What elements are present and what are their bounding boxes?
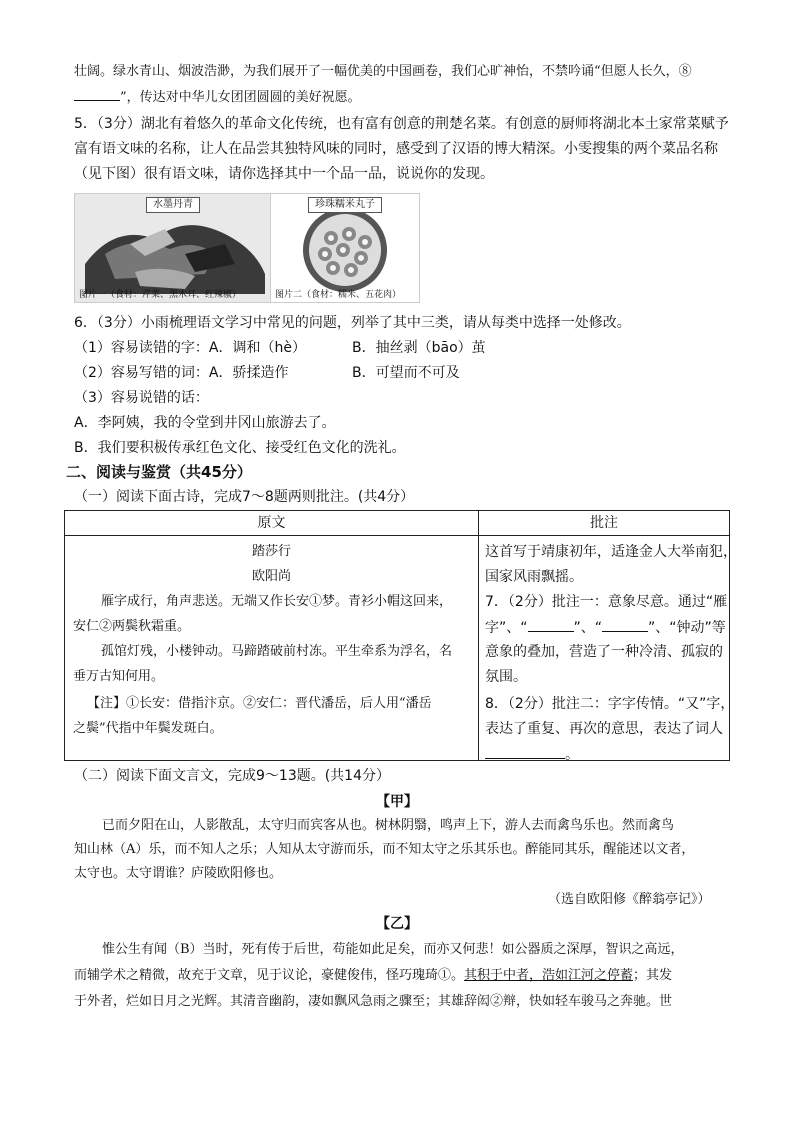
q6-item2-b: B．可望而不可及: [352, 365, 460, 381]
note-line: [485, 617, 726, 638]
poem-note: 之鬓”代指中年鬓发斑白。: [73, 721, 223, 736]
poem-line: 雁字成行，角声悲送。无端又作长安①梦。青衫小帽这回来，: [101, 594, 453, 609]
note-line: 7．（2分）批注一：意象尽意。通过“雁: [485, 594, 728, 610]
dish-caption-2: 图片二（食材：糯米、五花肉）: [275, 290, 402, 300]
jia-label: 【甲】: [376, 794, 418, 810]
part2-heading: （二）阅读下面文言文，完成9～13题。(共14分）: [74, 768, 390, 784]
jia-line: 知山林（A）乐，而不知人之乐；人知从太守游而乐，而不知太守之乐其乐也。醉能同其乐，醒能述以文者，: [74, 842, 695, 857]
text-line: 壮阔。绿水青山、烟波浩渺，为我们展开了一幅优美的中国画卷，我们心旷神怡，不禁吟诵“但愿人长久，⑧: [74, 64, 692, 79]
answer-blank-7a[interactable]: [528, 617, 574, 632]
poem-line: 垂万古知何用。: [73, 669, 165, 684]
poem-annotation-table: [64, 510, 737, 763]
jia-source: （选自欧阳修《醉翁亭记》）: [548, 892, 711, 907]
text-fragment: ”、“: [573, 620, 603, 636]
text-fragment: ”，传达对中华儿女团团圆圆的美好祝愿。: [120, 90, 361, 105]
note-line: 这首写于靖康初年，适逢金人大举南犯，: [485, 544, 737, 560]
note-line: 氛围。: [485, 669, 527, 685]
poem-title: 踏莎行: [251, 544, 291, 559]
yi-line: 惟公生有闻（B）当时，死有传于后世，苟能如此足矣，而亦又何悲！如公器质之深厚，智识之高远，: [102, 942, 684, 957]
note-line: 意象的叠加，营造了一种冷清、孤寂的: [485, 644, 723, 660]
text-fragment: 而辅学术之精微，故充于文章，见于议论，豪健俊伟，怪巧瑰琦①。: [74, 968, 465, 983]
q5-line: 富有语文味的名称，让人在品尝其独特风味的同时，感受到了汉语的博大精深。小雯搜集的两个菜品名称: [74, 141, 718, 157]
q6-stem: 6．（3分）小雨梳理语文学习中常见的问题，列举了其中三类，请从每类中选择一处修改。: [74, 315, 631, 331]
q6-item3-a: A．李阿姨，我的令堂到井冈山旅游去了。: [74, 415, 336, 431]
dish-caption-1: 图片一（食材：芹菜、黑木耳、红辣椒）: [79, 290, 242, 300]
poem-line: 孤馆灯残，小楼钟动。马蹄踏破前村冻。平生牵系为浮名，名: [101, 644, 453, 659]
note-line: [485, 744, 579, 765]
poem-line: 安仁②两鬓秋霜重。: [73, 619, 191, 634]
text-line: [74, 86, 361, 108]
yi-label: 【乙】: [376, 916, 418, 932]
yi-line: 于外者，烂如日月之光辉。其清音幽韵，凄如飘风急雨之骤至；其雄辞闳②辩，快如轻车骏马之奔驰。世: [74, 994, 673, 1009]
dish-title-1: 水墨丹青: [146, 197, 200, 213]
q6-item2-a: （2）容易写错的词：A．骄揉造作: [74, 365, 289, 381]
notes-cell: [479, 536, 737, 763]
text-fragment: 字”、“: [485, 620, 528, 636]
dish-photo-1: [74, 193, 272, 303]
note-line: 8．（2分）批注二：字字传情。“又”字，: [485, 696, 735, 712]
col-notes-header: 批注: [479, 511, 730, 536]
dish-photo-2: [270, 193, 420, 303]
poem-author: 欧阳尚: [251, 569, 291, 584]
note-line: 国家风雨飘摇。: [485, 569, 583, 585]
underlined-sentence: 其积于中者，浩如江河之停蓄: [464, 968, 634, 983]
answer-blank-8b[interactable]: [485, 744, 565, 759]
part1-heading: （一）阅读下面古诗，完成7～8题两则批注。(共4分）: [74, 489, 415, 505]
text-fragment: ”、“钟动”等: [648, 620, 726, 636]
yi-line: [74, 966, 672, 986]
q6-item3-b: B．我们要积极传承红色文化、接受红色文化的洗礼。: [74, 440, 406, 456]
section-heading: 二、阅读与鉴赏（共45分）: [66, 463, 252, 481]
poem-note: 【注】①长安：借指汴京。②安仁：晋代潘岳，后人用“潘岳: [87, 696, 432, 711]
text-fragment: 。: [565, 747, 579, 763]
q5-line: （见下图）很有语文味，请你选择其中一个品一品，说说你的发现。: [74, 166, 494, 182]
q6-item1-b: B．抽丝剥（bāo）茧: [352, 340, 486, 356]
note-line: 表达了重复、再次的意思，表达了词人: [485, 721, 723, 737]
q5-line: 5．（3分）湖北有着悠久的革命文化传统，也有富有创意的荆楚名菜。有创意的厨师将湖北本土家常菜赋予: [74, 116, 729, 132]
col-original-header: 原文: [65, 511, 479, 536]
dish-title-2: 珍珠糯米丸子: [308, 197, 382, 213]
text-fragment: ；其发: [633, 968, 673, 983]
jia-line: 太守也。太守谓谁？庐陵欧阳修也。: [74, 866, 283, 881]
q6-item3-label: （3）容易说错的话：: [74, 390, 209, 406]
jia-line: 已而夕阳在山，人影散乱，太守归而宾客从也。树林阴翳，鸣声上下，游人去而禽鸟乐也。然而禽鸟: [102, 818, 675, 833]
original-cell: [65, 536, 479, 761]
answer-blank-7b[interactable]: [602, 617, 648, 632]
answer-blank-8[interactable]: [74, 86, 120, 101]
q6-item1-a: （1）容易读错的字：A．调和（hè）: [74, 340, 306, 356]
